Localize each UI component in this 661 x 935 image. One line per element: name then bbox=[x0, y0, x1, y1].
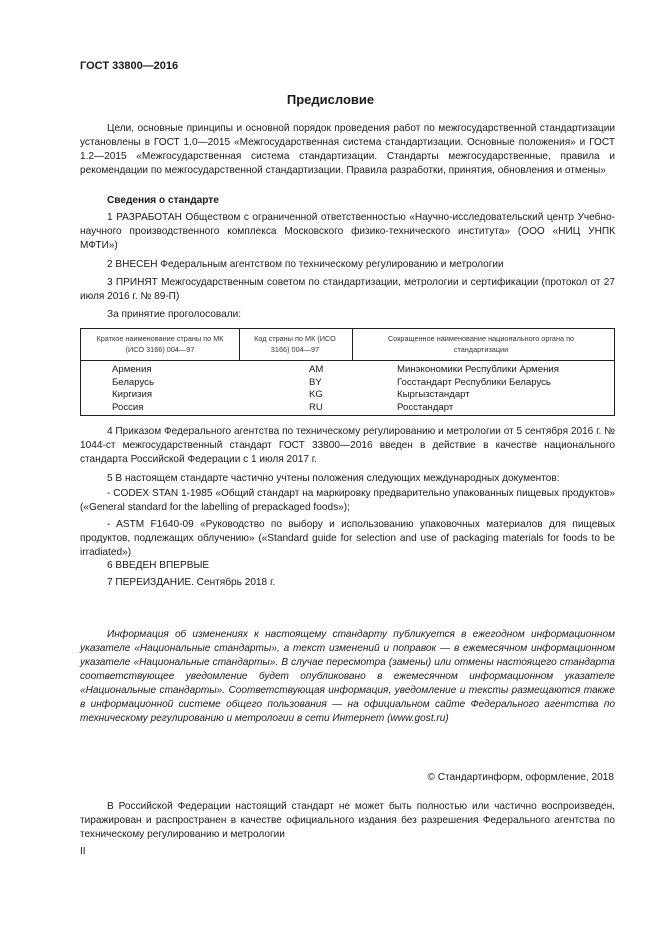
item-6: 6 ВВЕДЕН ВПЕРВЫЕ bbox=[107, 560, 210, 571]
table-column-body: Минэкономики Республики Армения Госстандарт Республики Беларусь Кыргызстандарт Росстандарт bbox=[397, 364, 559, 413]
info-notice: Информация об изменениях к настоящему стандарту публикуется в ежегодном информационном указателе «Национальные стандарты», а текст изменений и поправок — в ежемесячном информационном указателе «Национальные стандарты». В случае пересмотра (замены) или отмены настоящего стандарта соответствующее уведомление будет опубликовано в ежемесячном информационном указателе «Национальные стандарты». Соответствующая информация, уведомление и тексты размещаются также в информационной системе общего пользования — на официальном сайте Федерального агентства по техническому регулированию и метрологии в сети Интернет (www.gost.ru) bbox=[80, 629, 615, 724]
section-heading: Сведения о стандарте bbox=[107, 195, 219, 206]
intro-paragraph: Цели, основные принципы и основной порядок проведения работ по межгосударственной стандартизации установлены в ГОСТ 1.0—2015 «Межгосударственная система стандартизации. Основные положения» и ГОСТ 1.2—2015 «Межгосударственная система стандартизации. Стандарты межгосударственные, правила и рекомендации по межгосударственной стандартизации. Правила разработки, принятия, обновления и отмены» bbox=[80, 123, 615, 176]
table-header-cell: Код страны по МК (ИСО 3166) 004—97 bbox=[254, 334, 336, 354]
table-header-cell: Краткое наименование страны по МК (ИСО 3166) 004—97 bbox=[96, 334, 224, 354]
countries-table bbox=[80, 328, 615, 416]
item-1: 1 РАЗРАБОТАН Обществом с ограниченной ответственностью «Научно-исследовательский центр Учебно-научного производственного комплекса Московского физико-технического института» (ООО «НИЦ УНПК МФТИ») bbox=[80, 212, 615, 251]
table-header bbox=[81, 329, 614, 361]
copyright: © Стандартинформ, оформление, 2018 bbox=[427, 772, 614, 783]
item-3: 3 ПРИНЯТ Межгосударственным советом по стандартизации, метрологии и сертификации (протокол от 27 июля 2016 г. № 89-П) bbox=[80, 277, 615, 302]
table-column-code: AM BY KG RU bbox=[309, 364, 324, 413]
page-number: II bbox=[80, 846, 86, 857]
table-column-country: Армения Беларусь Киргизия Россия bbox=[112, 364, 154, 413]
item-5a: - CODEX STAN 1-1985 «Общий стандарт на маркировку предварительно упакованных пищевых продуктов» («General standard for the labelling of prepackaged foods»); bbox=[80, 488, 615, 513]
item-5: 5 В настоящем стандарте частично учтены положения следующих международных документов: bbox=[107, 473, 560, 484]
item-5b: - ASTM F1640-09 «Руководство по выбору и использованию упаковочных материалов для пищевых продуктов, подлежащих облучению» («Standard guide for selection and use of packaging materials for foods to be irradiated») bbox=[80, 519, 615, 558]
standard-number: ГОСТ 33800—2016 bbox=[80, 60, 179, 72]
page-title: Предисловие bbox=[286, 92, 375, 107]
table-header-cell: Сокращенное наименование национального органа по стандартизации bbox=[387, 334, 575, 354]
item-7: 7 ПЕРЕИЗДАНИЕ. Сентябрь 2018 г. bbox=[107, 577, 276, 588]
item-4: 4 Приказом Федерального агентства по техническому регулированию и метрологии от 5 сентября 2016 г. № 1044-ст межгосударственный стандарт ГОСТ 33800—2016 введен в действие в качестве национального стандарта Российской Федерации с 1 июля 2017 г. bbox=[80, 426, 615, 465]
voted-label: За принятие проголосовали: bbox=[107, 309, 242, 320]
reproduction-notice: В Российской Федерации настоящий стандарт не может быть полностью или частично воспроизведен, тиражирован и распространен в качестве официального издания без разрешения Федерального агентства по техническому регулированию и метрологии bbox=[80, 801, 615, 840]
item-2: 2 ВНЕСЕН Федеральным агентством по техническому регулированию и метрологии bbox=[107, 259, 504, 270]
